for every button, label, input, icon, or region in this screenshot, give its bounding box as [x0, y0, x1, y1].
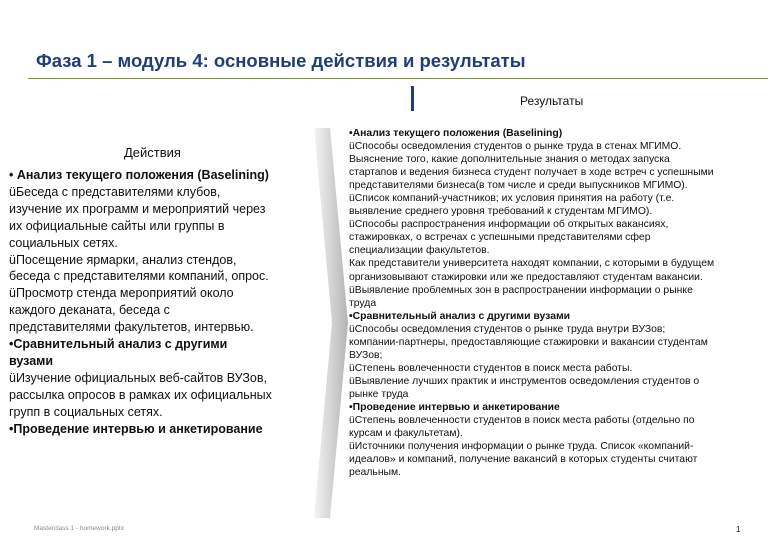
- page-number: 1: [736, 525, 741, 534]
- action-line: üИзучение официальных веб-сайтов ВУЗов,: [9, 370, 267, 385]
- page-title: Фаза 1 – модуль 4: основные действия и результаты: [36, 50, 526, 71]
- result-line: •Сравнительный анализ с другими вузами: [349, 310, 571, 322]
- result-line: Выяснение того, какие дополнительные знания о методах запуска: [349, 154, 670, 166]
- results-heading: Результаты: [520, 94, 584, 108]
- action-line: беседа с представителями компаний, опрос.: [9, 269, 269, 284]
- result-line: реальным.: [349, 467, 402, 479]
- action-line: üПосещение ярмарки, анализ стендов,: [9, 252, 237, 267]
- result-line: организовывают стажировки или же предоставляют студентам вакансии.: [349, 271, 703, 283]
- result-line: üСпособы осведомления студентов о рынке труда внутри ВУЗов;: [349, 323, 666, 335]
- result-line: специализации факультетов.: [349, 245, 490, 257]
- result-line: üСписок компаний-участников; их условия принятия на работу (т.е.: [349, 193, 675, 205]
- result-line: ВУЗов;: [349, 349, 383, 361]
- result-line: идеалов» и компаний, получение вакансий в которых студенты считают: [349, 454, 698, 466]
- result-line: •Проведение интервью и анкетирование: [349, 401, 560, 413]
- results-text: [349, 127, 769, 479]
- action-line: их официальные сайты или группы в: [9, 218, 225, 233]
- result-line: Как представители университета находят компании, с которыми в будущем: [349, 258, 715, 270]
- result-line: üСтепень вовлеченности студентов в поиск места работы.: [349, 362, 633, 374]
- action-line: •Сравнительный анализ с другими: [9, 337, 228, 352]
- action-line: •Проведение интервью и анкетирование: [9, 421, 263, 436]
- result-line: выявление среднего уровня требований к студентам МГИМО).: [349, 206, 653, 218]
- result-line: стартапов и ведения бизнеса студент получает в ходе встреч с успешными: [349, 167, 714, 179]
- action-line: üПросмотр стенда мероприятий около: [9, 286, 234, 301]
- action-line: • Анализ текущего положения (Baselining): [9, 168, 269, 182]
- result-line: представителями бизнеса(в том числе и среди выпускников МГИМО).: [349, 180, 688, 192]
- results-heading-marker: [411, 86, 414, 111]
- result-line: üСпособы распространения информации об открытых вакансиях,: [349, 219, 669, 231]
- action-line: каждого деканата, беседа с: [9, 303, 170, 318]
- actions-text: [9, 167, 319, 438]
- result-line: •Анализ текущего положения (Baselining): [349, 128, 563, 139]
- arrow-right-icon: [314, 128, 348, 518]
- result-line: üИсточники получения информации о рынке труда. Список «компаний-: [349, 441, 694, 453]
- action-line: рассылка опросов в рамках их официальных: [9, 387, 272, 402]
- action-line: групп в социальных сетях.: [9, 404, 163, 419]
- result-line: üВыявление проблемных зон в распространении информации о рынке: [349, 284, 693, 296]
- result-line: üВыявление лучших практик и инструментов осведомления студентов о: [349, 375, 700, 387]
- footer-file-name: Masterclass 1 - homework.pptx: [34, 525, 124, 532]
- result-line: стажировках, о встречах с успешными представителями сфер: [349, 232, 651, 244]
- action-line: представителями факультетов, интервью.: [9, 320, 254, 335]
- result-line: рынке труда: [349, 388, 409, 400]
- action-line: üБеседа с представителями клубов,: [9, 184, 221, 199]
- action-line: социальных сетях.: [9, 235, 118, 250]
- result-line: труда: [349, 297, 377, 309]
- result-line: üСтепень вовлеченности студентов в поиск места работы (отдельно по: [349, 415, 695, 427]
- result-line: курсам и факультетам).: [349, 428, 463, 440]
- action-line: изучение их программ и мероприятий через: [9, 201, 266, 216]
- actions-heading: Действия: [124, 145, 181, 160]
- action-line: вузами: [9, 353, 54, 368]
- result-line: компании-партнеры, предоставляющие стажировки и вакансии студентам: [349, 336, 708, 348]
- result-line: üСпособы осведомления студентов о рынке труда в стенах МГИМО.: [349, 141, 682, 153]
- title-underline: [28, 78, 768, 79]
